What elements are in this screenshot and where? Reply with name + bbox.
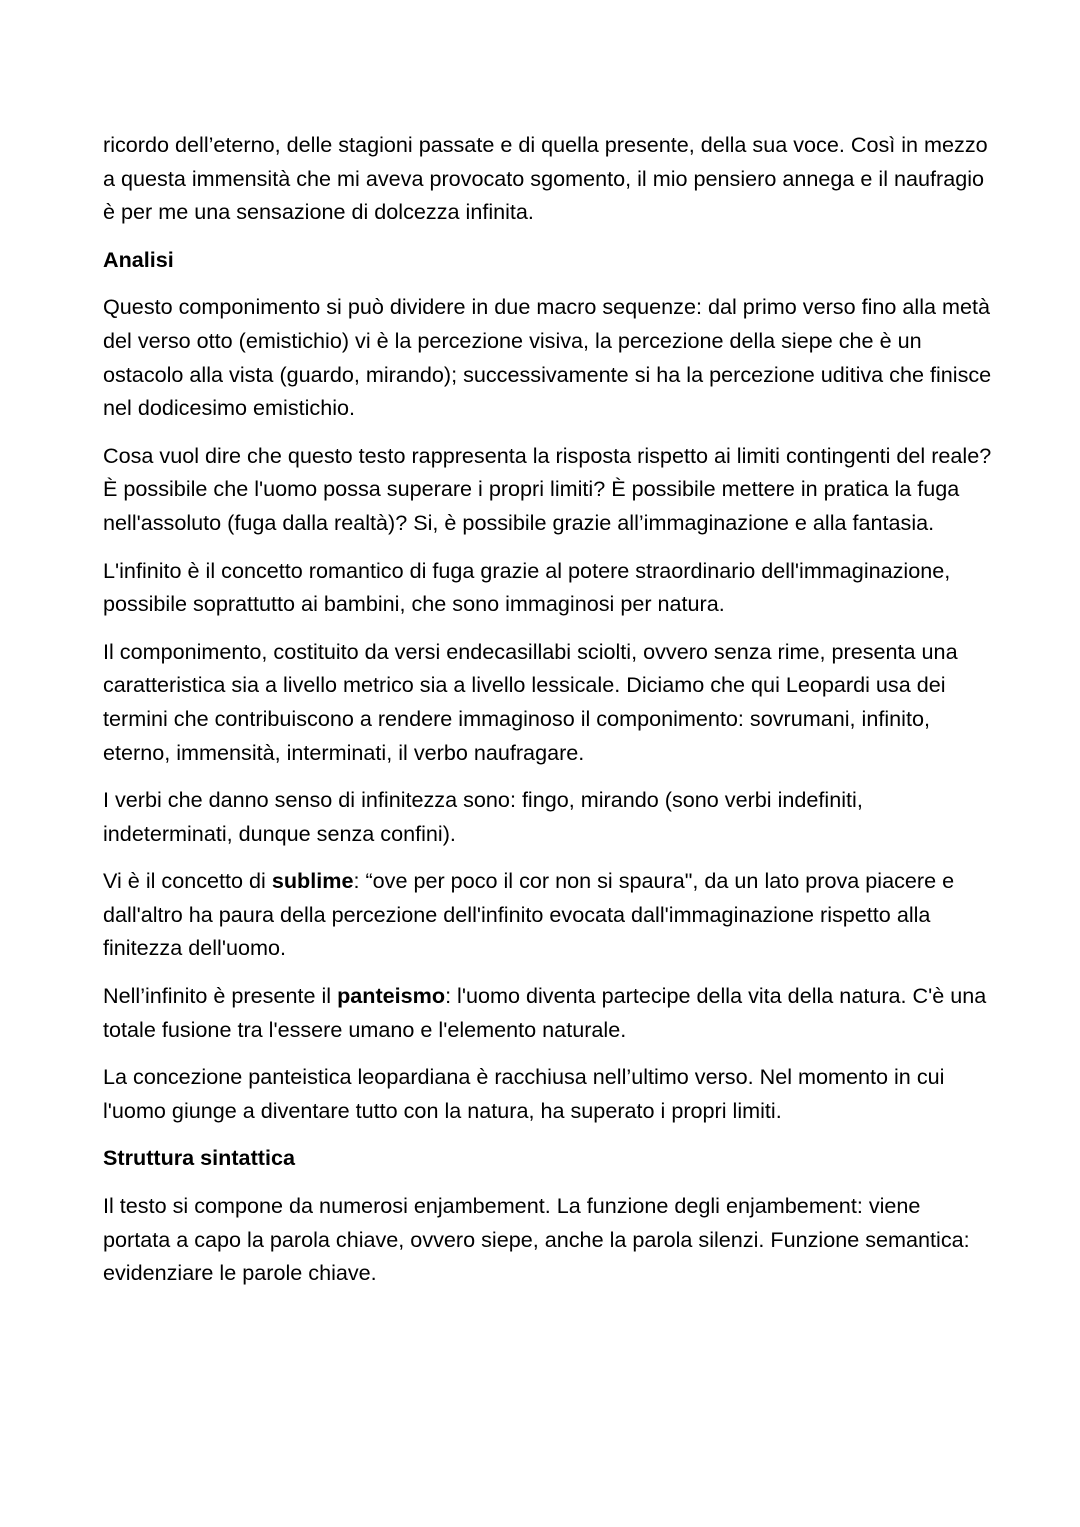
sublime-term: sublime	[271, 868, 354, 894]
analysis-heading: Analisi	[103, 246, 174, 272]
analysis-paragraph-metric: Il componimento, costituito da versi endecasillabi sciolti, ovvero senza rime, presenta una caratteristica sia a livello metrico sia a livello lessicale. Diciamo che qui Leopardi usa dei termini che contribuiscono a rendere immaginoso il componimento: sovrumani, infinito, eterno, immensità, interminati, il verbo naufragare.	[103, 638, 958, 765]
panteismo-text-before: Nell’infinito è presente il	[103, 983, 338, 1009]
analysis-paragraph-sequences: Questo componimento si può dividere in due macro sequenze: dal primo verso fino alla metà del verso otto (emistichio) vi è la percezione visiva, la percezione della siepe che è un ostacolo alla vista (guardo, mirando); successivamente si ha la percezione uditiva che finisce nel dodicesimo emistichio.	[103, 294, 992, 421]
analysis-paragraph-panteismo	[103, 979, 993, 1046]
analysis-paragraph-conception: La concezione panteistica leopardiana è racchiusa nell’ultimo verso. Nel momento in cui l'uomo giunge a diventare tutto con la natura, ha superato i propri limiti.	[103, 1064, 945, 1123]
sublime-text-before: Vi è il concetto di	[103, 868, 272, 894]
analysis-paragraph-romantic: L'infinito è il concetto romantico di fuga grazie al potere straordinario dell'immaginazione, possibile soprattutto ai bambini, che sono immaginosi per natura.	[103, 557, 951, 617]
panteismo-term: panteismo	[337, 983, 446, 1009]
document-body	[103, 128, 993, 1304]
intro-paragraph: ricordo dell’eterno, delle stagioni passate e di quella presente, della sua voce. Così in mezzo a questa immensità che mi aveva provocato sgomento, il mio pensiero annega e il naufragio è per me una sensazione di dolcezza infinita.	[103, 132, 988, 225]
analysis-paragraph-verbs: I verbi che danno senso di infinitezza sono: fingo, mirando (sono verbi indefiniti, indeterminati, dunque senza confini).	[103, 787, 863, 846]
analysis-paragraph-limits: Cosa vuol dire che questo testo rappresenta la risposta rispetto ai limiti contingenti del reale? È possibile che l'uomo possa superare i propri limiti? È possibile mettere in pratica la fuga nell'assoluto (fuga dalla realtà)? Si, è possibile grazie all’immaginazione e alla fantasia.	[103, 442, 992, 535]
sublime-text-after: : “ove per poco il cor non si spaura", da un lato prova piacere e dall'altro ha paura della percezione dell'infinito evocata dall'immaginazione rispetto alla finitezza dell'uomo.	[103, 868, 955, 961]
panteismo-text-after: : l'uomo diventa partecipe della vita della natura. C'è una totale fusione tra l'essere umano e l'elemento naturale.	[103, 983, 987, 1042]
syntax-heading: Struttura sintattica	[103, 1145, 295, 1171]
analysis-paragraph-sublime	[103, 864, 993, 965]
syntax-paragraph: Il testo si compone da numerosi enjambement. La funzione degli enjambement: viene portata a capo la parola chiave, ovvero siepe, anche la parola silenzi. Funzione semantica: evidenziare le parole chiave.	[103, 1193, 970, 1286]
